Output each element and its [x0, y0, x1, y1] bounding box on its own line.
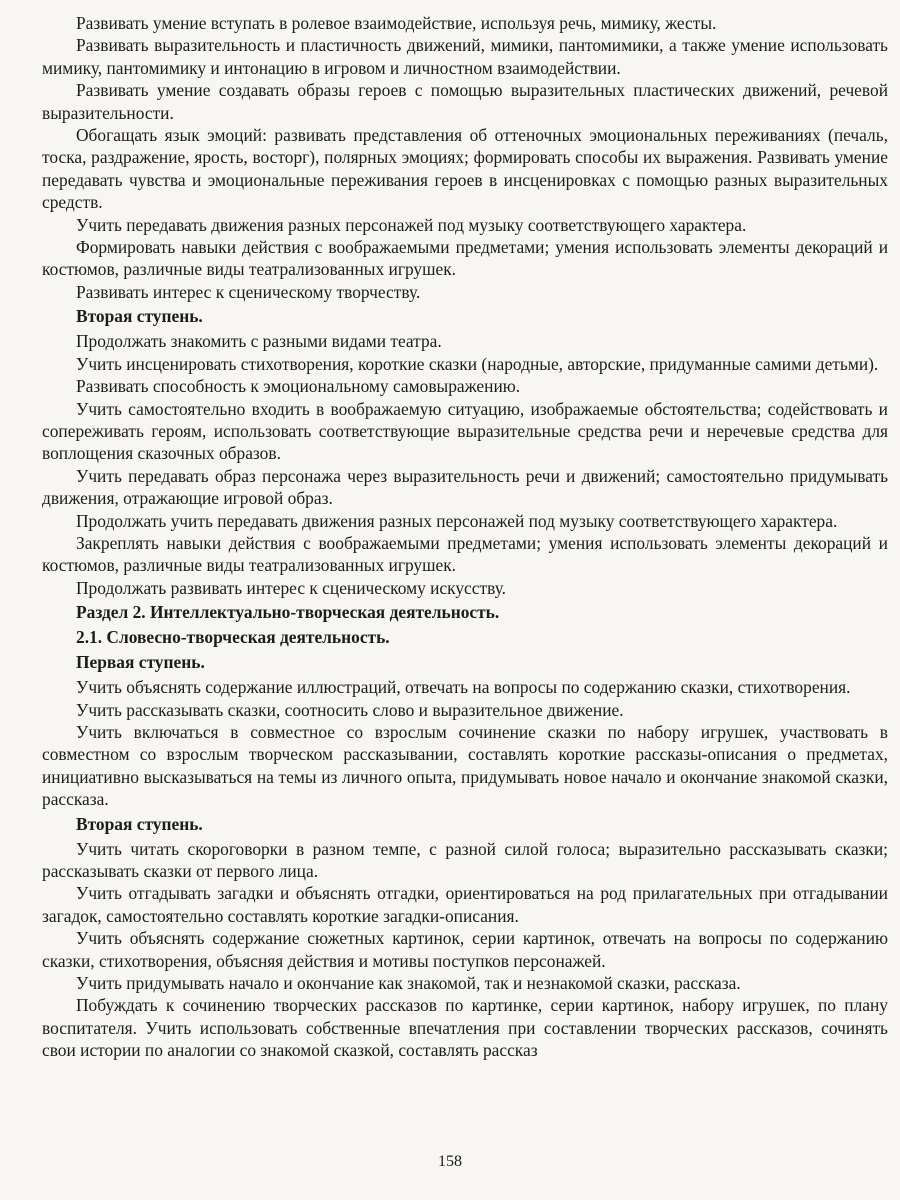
paragraph: Учить передавать движения разных персонажей под музыку соответствующего характера. [76, 214, 747, 235]
paragraph: Развивать способность к эмоциональному самовыражению. [76, 376, 521, 397]
paragraph: Учить объяснять содержание иллюстраций, отвечать на вопросы по содержанию сказки, стихотворения. [76, 677, 851, 698]
paragraph: Продолжать учить передавать движения разных персонажей под музыку соответствующего характера. [76, 510, 838, 531]
paragraph: Учить рассказывать сказки, соотносить слово и выразительное движение. [76, 699, 624, 720]
paragraph: Учить включаться в совместное со взрослым сочинение сказки по набору игрушек, участвовать в совместном со взрослым творческом рассказывании, составлять короткие рассказы-описания о предметах, инициативно высказываться на темы из личного опыта, придумывать новое начало и окончание знакомой сказки, рассказа. [42, 721, 888, 810]
section-heading: Вторая ступень. [76, 306, 203, 327]
page-number: 158 [438, 1153, 462, 1170]
paragraph: Учить объяснять содержание сюжетных картинок, серии картинок, отвечать на вопросы по содержанию сказки, стихотворения, объясняя действия и мотивы поступков персонажей. [42, 928, 888, 971]
paragraph: Продолжать развивать интерес к сценическому искусству. [76, 577, 507, 598]
page-body [42, 12, 888, 1062]
paragraph: Обогащать язык эмоций: развивать представления об оттеночных эмоциональных переживаниях (печаль, тоска, раздражение, ярость, восторг), полярных эмоциях; формировать способы их выражения. Развивать умение передавать чувства и эмоциональные переживания героев в инсценировках с помощью разных выразительных средств. [42, 125, 888, 213]
section-heading: Раздел 2. Интеллектуально-творческая деятельность. [76, 602, 500, 623]
paragraph: Учить отгадывать загадки и объяснять отгадки, ориентироваться на род прилагательных при отгадывании загадок, самостоятельно составлять короткие загадки-описания. [42, 883, 888, 926]
paragraph: Продолжать знакомить с разными видами театра. [76, 331, 442, 352]
paragraph: Учить читать скороговорки в разном темпе, с разной силой голоса; выразительно рассказывать сказки; рассказывать сказки от первого лица. [42, 838, 888, 881]
paragraph: Учить передавать образ персонажа через выразительность речи и движений; самостоятельно придумывать движения, отражающие игровой образ. [42, 465, 888, 509]
paragraph: Развивать интерес к сценическому творчеству. [76, 281, 421, 302]
paragraph: Развивать умение создавать образы героев с помощью выразительных пластических движений, речевой выразительности. [42, 80, 888, 123]
paragraph: Закреплять навыки действия с воображаемыми предметами; умения использовать элементы декораций и костюмов, различные виды театрализованных игрушек. [42, 532, 888, 576]
paragraph: Развивать выразительность и пластичность движений, мимики, пантомимики, а также умение использовать мимику, пантомимику и интонацию в игровом и личностном взаимодействии. [42, 35, 888, 78]
paragraph: Учить придумывать начало и окончание как знакомой, так и незнакомой сказки, рассказа. [76, 973, 741, 994]
paragraph: Формировать навыки действия с воображаемыми предметами; умения использовать элементы декораций и костюмов, различные виды театрализованных игрушек. [42, 237, 888, 280]
section-heading: Первая ступень. [76, 652, 205, 673]
section-heading: 2.1. Словесно-творческая деятельность. [76, 627, 390, 648]
paragraph: Побуждать к сочинению творческих рассказов по картинке, серии картинок, набору игрушек, по плану воспитателя. Учить использовать собственные впечатления при составлении творческих рассказов, сочинять свои истории по аналогии со знакомой сказкой, составлять рассказ [42, 995, 888, 1061]
section-heading: Вторая ступень. [76, 813, 203, 834]
paragraph: Учить инсценировать стихотворения, короткие сказки (народные, авторские, придуманные самими детьми). [76, 353, 879, 374]
paragraph: Развивать умение вступать в ролевое взаимодействие, используя речь, мимику, жесты. [76, 13, 717, 33]
paragraph: Учить самостоятельно входить в воображаемую ситуацию, изображаемые обстоятельства; содействовать и сопереживать героям, использовать соответствующие выразительные средства речи и неречевые средства для воплощения сказочных образов. [42, 398, 888, 464]
